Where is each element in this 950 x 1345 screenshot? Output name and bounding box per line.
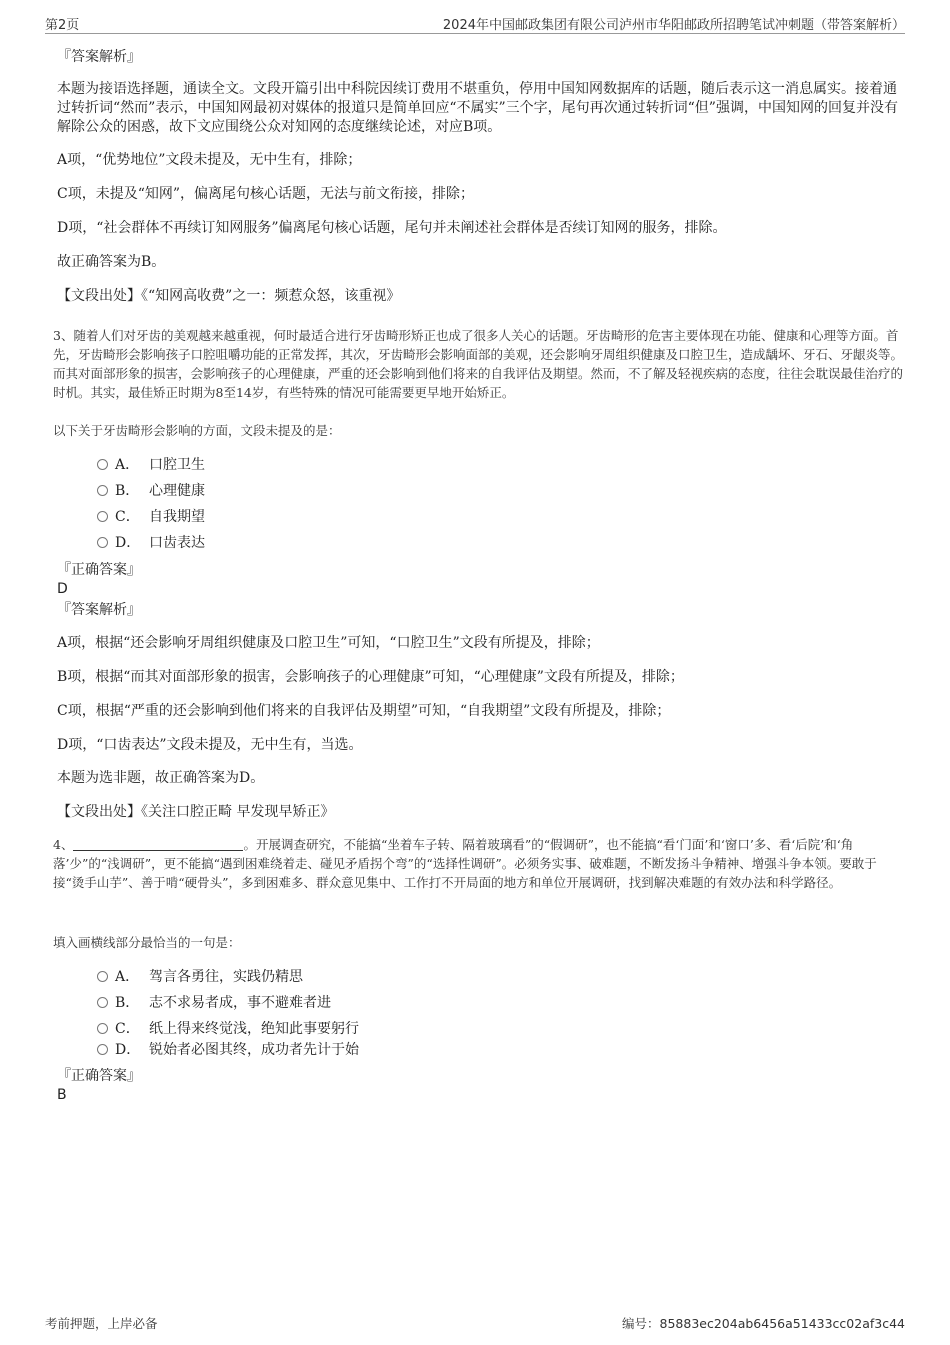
q4-option-d[interactable] xyxy=(97,1040,359,1060)
option-key: D． xyxy=(115,535,141,551)
q3-conclusion: 本题为选非题，故正确答案为D。 xyxy=(57,770,265,786)
q4-answer: B xyxy=(57,1087,67,1103)
q3-option-d[interactable] xyxy=(97,533,205,553)
radio-button[interactable] xyxy=(97,997,108,1008)
option-key: A． xyxy=(115,457,140,473)
radio-button[interactable] xyxy=(97,1044,108,1055)
q3-analysis-option-c: C项，根据“严重的还会影响到他们将来的自我评估及期望”可知，“自我期望”文段有所提及，排除； xyxy=(57,703,671,719)
option-text: 自我期望 xyxy=(149,509,205,525)
option-text: 纸上得来终觉浅，绝知此事要躬行 xyxy=(149,1021,359,1037)
q2-analysis-option-a: A项，“优势地位”文段未提及，无中生有，排除； xyxy=(57,152,362,168)
q3-option-b[interactable] xyxy=(97,481,205,501)
option-text: 口齿表达 xyxy=(149,535,205,551)
q4-prompt: 填入画横线部分最恰当的一句是： xyxy=(53,935,241,950)
radio-button[interactable] xyxy=(97,971,108,982)
q2-analysis-heading: 『答案解析』 xyxy=(57,49,141,65)
q2-source: 【文段出处】《“知网高收费”之一：频惹众怒，该重视》 xyxy=(57,288,401,304)
radio-button[interactable] xyxy=(97,511,108,522)
q3-analysis-option-d: D项，“口齿表达”文段未提及，无中生有，当选。 xyxy=(57,737,363,753)
option-text: 锐始者必图其终，成功者先计于始 xyxy=(149,1042,359,1058)
option-text: 口腔卫生 xyxy=(149,457,205,473)
q3-analysis-option-b: B项，根据“而其对面部形象的损害，会影响孩子的心理健康”可知，“心理健康”文段有所提及，排除； xyxy=(57,669,684,685)
document-title: 2024年中国邮政集团有限公司泸州市华阳邮政所招聘笔试冲刺题（带答案解析） xyxy=(442,18,905,33)
q3-analysis-heading: 『答案解析』 xyxy=(57,602,141,618)
option-text: 驾言各勇往，实践仍精思 xyxy=(149,969,303,985)
q2-analysis-option-d: D项，“社会群体不再续订知网服务”偏离尾句核心话题，尾句并未阐述社会群体是否续订知网的服务，排除。 xyxy=(57,220,727,236)
q3-option-c[interactable] xyxy=(97,507,205,527)
option-key: C． xyxy=(115,509,140,525)
q4-answer-heading: 『正确答案』 xyxy=(57,1068,141,1084)
q3-prompt: 以下关于牙齿畸形会影响的方面，文段未提及的是： xyxy=(53,423,341,438)
option-key: B． xyxy=(115,995,140,1011)
option-text: 志不求易者成，事不避难者进 xyxy=(149,995,331,1011)
q3-stem: 3、随着人们对牙齿的美观越来越重视，何时最适合进行牙齿畸形矫正也成了很多人关心的话题。牙齿畸形的危害主要体现在功能、健康和心理等方面。首先，牙齿畸形会影响孩子口腔咀嚼功能的正常发挥，其次，牙齿畸形会影响面部的美观，还会影响牙周组织健康及口腔卫生，造成龋坏、牙石、牙龈炎等。而其对面部形象的损害，会影响孩子的心理健康，严重的还会影响到他们将来的自我评估及期望。然而，不了解及轻视疾病的态度，往往会耽误最佳治疗的时机。其实，最佳矫正时期为8至14岁，有些特殊的情况可能需要更早地开始矫正。 xyxy=(53,328,904,400)
footer-slogan: 考前押题，上岸必备 xyxy=(45,1316,158,1331)
radio-button[interactable] xyxy=(97,459,108,470)
option-text: 心理健康 xyxy=(149,483,205,499)
q3-source: 【文段出处】《关注口腔正畸 早发现早矫正》 xyxy=(57,804,335,820)
q3-answer-heading: 『正确答案』 xyxy=(57,562,141,578)
q3-option-a[interactable] xyxy=(97,455,205,475)
option-key: D． xyxy=(115,1042,141,1058)
option-key: C． xyxy=(115,1021,140,1037)
page-number: 第2页 xyxy=(45,18,80,33)
radio-button[interactable] xyxy=(97,485,108,496)
option-key: B． xyxy=(115,483,140,499)
fill-blank xyxy=(73,837,243,851)
q3-analysis-option-a: A项，根据“还会影响牙周组织健康及口腔卫生”可知，“口腔卫生”文段有所提及，排除； xyxy=(57,635,600,651)
q2-analysis-option-c: C项，未提及“知网”，偏离尾句核心话题，无法与前文衔接，排除； xyxy=(57,186,475,202)
q4-stem: 。开展调查研究，不能搞“坐着车子转、隔着玻璃看”的“假调研”，也不能搞“看‘门面’和‘窗口’多、看‘后院’和‘角落’少”的“浅调研”，更不能搞“遇到困难绕着走、碰见矛盾拐个弯”的“选择性调研”。必须务实事、破难题，不断发扬斗争精神、增强斗争本领。要敢于接“烫手山芋”、善于啃“硬骨头”，多到困难多、群众意见集中、工作打不开局面的地方和单位开展调研，找到解决难题的有效办法和科学路径。 xyxy=(53,837,877,890)
radio-button[interactable] xyxy=(97,537,108,548)
q4-option-c[interactable] xyxy=(97,1019,359,1039)
radio-button[interactable] xyxy=(97,1023,108,1034)
q3-answer: D xyxy=(57,581,68,597)
q4-number: 4、 xyxy=(53,837,74,852)
option-key: A． xyxy=(115,969,140,985)
q2-analysis-paragraph: 本题为接语选择题，通读全文。文段开篇引出中科院因续订费用不堪重负，停用中国知网数据库的话题，随后表示这一消息属实。接着通过转折词“然而”表示，中国知网最初对媒体的报道只是简单回应“不属实”三个字，尾句再次通过转折词“但”强调，中国知网的回复并没有解除公众的困惑，故下文应围绕公众对知网的态度继续论述，对应B项。 xyxy=(57,81,898,135)
header-divider xyxy=(45,33,905,34)
footer-document-id: 编号：85883ec204ab6456a51433cc02af3c44 xyxy=(622,1316,905,1331)
q4-stem-block xyxy=(53,835,903,892)
q2-conclusion: 故正确答案为B。 xyxy=(57,254,166,270)
q4-option-b[interactable] xyxy=(97,993,331,1013)
q4-option-a[interactable] xyxy=(97,967,303,987)
